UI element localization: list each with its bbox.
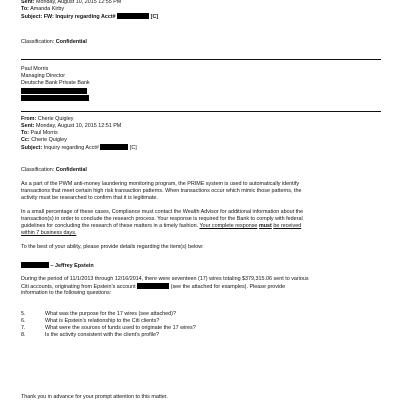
orig-subject-label: Subject: [21,145,43,151]
redaction-block [21,262,49,268]
closing-line: Thank you in advance for your prompt attention to this matter. [21,394,168,400]
orig-cc-row [21,137,67,144]
underlined-text: be received [273,223,302,229]
redaction-block [21,95,89,101]
orig-to-value: Paul Morris [30,130,58,136]
paragraph-line: During the period of 11/1/2013 through 12/16/2014, there were seventeen (17) wires totaling $379,315.06 sent to various [21,276,309,282]
orig-cc-label: Cc: [21,137,30,143]
orig-subject-text: Inquiry regarding Acct# [43,145,99,151]
underlined-line: within 7 business days. [21,230,77,236]
paragraph-line: activity must be researched to confirm that it is legitimate. [21,195,158,201]
question-text: What were the sources of funds used to originate the 17 wires? [45,325,196,331]
classification-top [21,39,87,46]
question-number: 6. [21,318,26,324]
orig-to-label: To: [21,130,29,136]
paragraph-line: To the best of your ability, please provide details regarding the item(s) below: [21,244,204,250]
fw-to-row [21,6,64,13]
signature-title: Managing Director [21,73,66,79]
redaction-block [117,13,149,19]
divider [21,111,381,112]
fw-sent-value: Monday, August 10, 2015 12:55 PM [35,0,122,5]
signature-company: Deutsche Bank Private Bank [21,80,90,86]
paragraph-line: transactions that meet certain high risk transaction patterns. When transactions occur which mimic those patterns, the [21,188,302,194]
redaction-block [21,88,87,94]
question-text: What was the purpose for the 17 wires (see attached)? [45,311,176,317]
question-item [21,318,159,325]
paragraph-line [21,223,301,230]
fw-to-value: Amanda Kirby [30,6,65,12]
redaction-block [137,283,169,289]
question-number: 8. [21,332,26,338]
classification-value: Confidential [55,167,87,173]
fw-subject-label: Subject: [21,14,43,20]
question-text: What is Epstein’s relationship to the Citi clients? [45,318,160,324]
orig-sent-row [21,123,121,130]
orig-sent-value: Monday, August 10, 2015 12:51 PM [35,123,122,129]
paragraph-line: In a small percentage of these cases, Compliance must contact the Wealth Advisor for additional information about the [21,209,304,215]
question-text: Is the activity consistent with the client’s profile? [45,332,160,338]
fw-subject-row [21,13,158,21]
underlined-bold-text: must [258,223,272,229]
signature-name: Paul Morris [21,66,49,72]
orig-sent-label: Sent: [21,123,35,129]
paragraph-line: transaction(s) in order to conclude the research process. Your response is required for the Bank to comply with federal [21,216,303,222]
fw-sent-label: Sent: [21,0,35,5]
fw-subject-suffix: [C] [150,14,159,20]
paragraph-line: information to the following questions: [21,290,112,296]
client-row [21,262,94,270]
paragraph-text: Citi accounts, originating from Epstein’s account [21,284,136,290]
orig-cc-value: Cherie Quigley [31,137,67,143]
redaction-block [100,144,128,150]
question-item [21,311,176,318]
classification-label: Classification: [21,167,55,173]
underlined-text: Your complete response [199,223,258,229]
fw-to-label: To: [21,6,29,12]
classification-body [21,167,87,174]
orig-subject-suffix: [C] [129,145,137,151]
orig-to-row [21,130,58,137]
question-number: 5. [21,311,26,317]
classification-value: Confidential [55,39,87,45]
divider [21,59,381,60]
paragraph-line: As a part of the PWM anti-money laundering monitoring program, the PRIME system is used to automatically identify [21,181,300,187]
client-name: – Jeffrey Epstein [50,263,94,269]
question-item [21,332,159,339]
question-item [21,325,196,332]
question-number: 7. [21,325,26,331]
paragraph-text: guidelines for concluding the research of these matters in a timely fashion. [21,223,199,229]
signature-redaction-2 [21,95,89,103]
orig-from-label: From: [21,116,37,122]
orig-subject-row [21,144,137,152]
classification-label: Classification: [21,39,55,45]
orig-from-row [21,116,73,123]
paragraph-text: (see the attached for examples). Please provide [170,284,286,290]
orig-from-value: Cherie Quigley [37,116,74,122]
fw-subject-text: FW: Inquiry regarding Acct# [43,14,116,20]
